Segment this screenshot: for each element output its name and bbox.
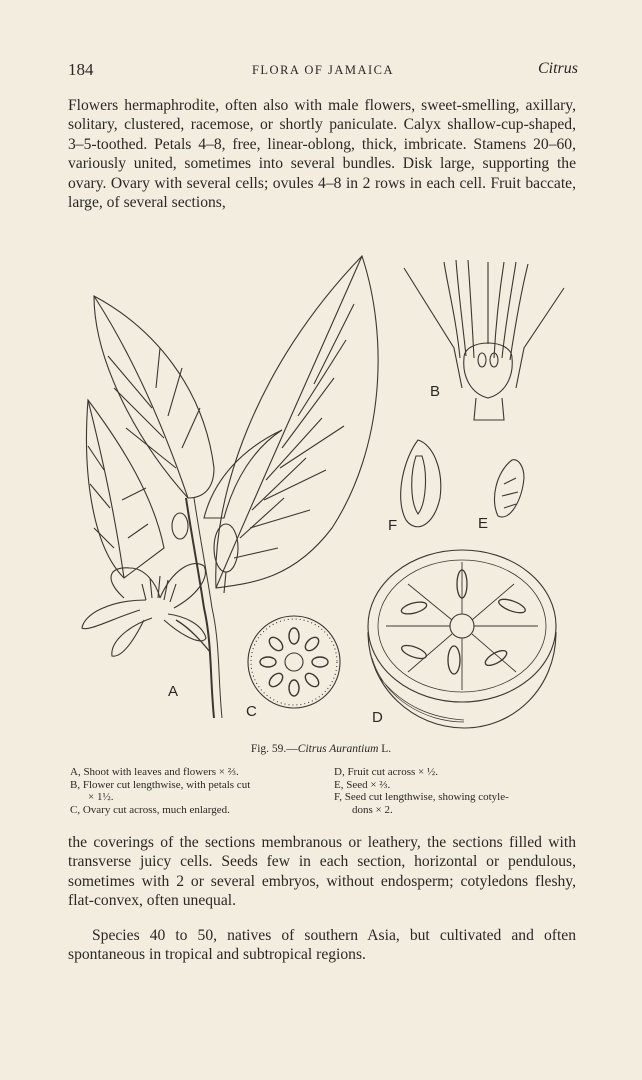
- illustration-flower-section: [404, 260, 564, 420]
- genus-heading: Citrus: [537, 60, 578, 77]
- legend-item: dons × 2.: [352, 803, 393, 816]
- legend-item: B, Flower cut lengthwise, with petals cut: [70, 778, 251, 791]
- legend-item: × 1½.: [88, 791, 114, 804]
- figure-label-d: D: [372, 709, 383, 726]
- figure-caption-species: Citrus Aurantium: [297, 743, 379, 755]
- figure-label-a: A: [168, 683, 179, 700]
- illustration-seed-section: [401, 440, 441, 527]
- legend-item: E, Seed × ⅔.: [334, 778, 391, 791]
- paragraph-description: Flowers hermaphrodite, often also with male flowers, sweet-smelling, axillary, solitary, clustered, racemose, or shortly paniculate. Calyx shallow-cup-shaped, 3–5-toothed. Petals 4–8, free, linear-oblong, thick, imbricate. Stamens 20–60, variously united, sometimes into several bundles. Disk large, supporting the ovary. Ovary with several cells; ovules 4–8 in 2 rows in each cell. Fruit baccate, large, of several sections,: [68, 97, 576, 212]
- figure-caption: [0, 743, 642, 755]
- figure-label-e: E: [478, 515, 489, 532]
- running-head: [68, 60, 578, 82]
- illustration-ovary-section: [248, 616, 340, 708]
- page-number: 184: [68, 60, 94, 79]
- legend-item: F, Seed cut lengthwise, showing cotyle-: [334, 791, 509, 804]
- paragraph-fruit-seeds: the coverings of the sections membranous or leathery, the sections filled with transverse juicy cells. Seeds few in each section, horizontal or pendulous, sometimes with 2 or several embryos, without endosperm; cotyledons fleshy, flat-convex, often unequal.: [68, 834, 576, 910]
- legend-item: A, Shoot with leaves and flowers × ⅔.: [70, 766, 239, 778]
- figure-legend-right: [334, 766, 582, 816]
- illustration-seed: [494, 460, 524, 517]
- figure-caption-author: L.: [378, 743, 392, 755]
- illustration-shoot: [82, 256, 378, 718]
- figure-label-c: C: [246, 703, 257, 720]
- figure-citrus-aurantium: [64, 248, 584, 738]
- illustration-fruit-section: [368, 550, 556, 728]
- running-title: FLORA OF JAMAICA: [251, 63, 395, 77]
- figure-caption-prefix: Fig. 59.—: [250, 743, 298, 755]
- figure-label-f: F: [388, 517, 398, 534]
- figure-legend-left: [70, 766, 320, 816]
- legend-item: D, Fruit cut across × ½.: [334, 766, 438, 778]
- paragraph-distribution: Species 40 to 50, natives of southern Asia, but cultivated and often spontaneous in tropical and subtropical regions.: [68, 927, 576, 964]
- figure-label-b: B: [430, 383, 441, 400]
- legend-item: C, Ovary cut across, much enlarged.: [70, 803, 230, 816]
